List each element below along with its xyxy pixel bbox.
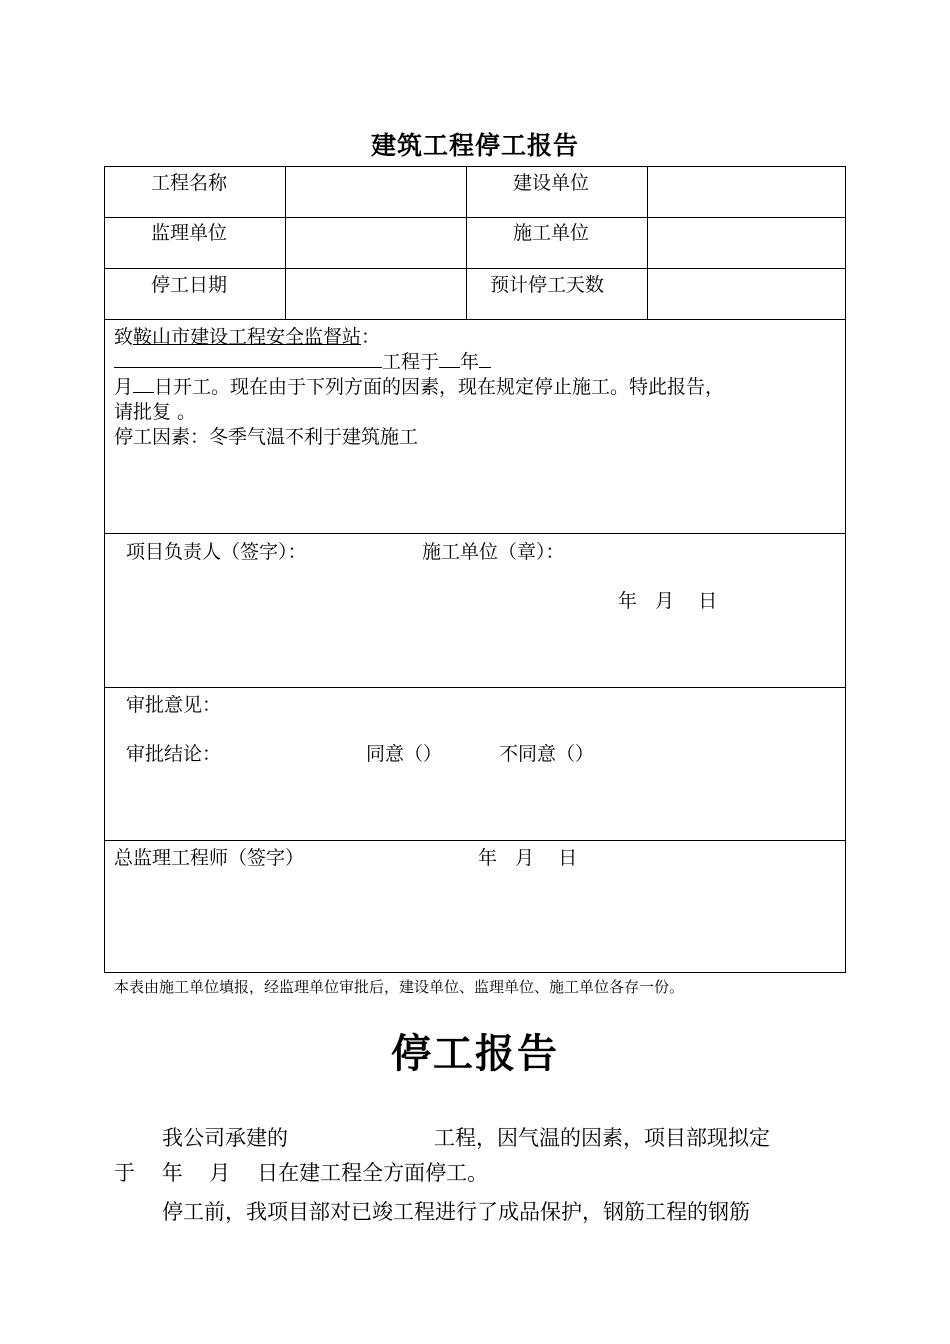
addressee-line [114, 322, 380, 349]
signature-date: 年 月 日 [618, 590, 718, 612]
disagree-option[interactable]: 不同意（） [499, 743, 595, 765]
label-owner: 建设单位 [513, 172, 590, 194]
project-manager-signature-label: 项目负责人（签字）： [126, 541, 307, 563]
row-divider [105, 840, 845, 841]
label-contractor: 施工单位 [513, 222, 590, 244]
form-footnote: 本表由施工单位填报，经监理单位审批后，建设单位、监理单位、施工单位各存一份。 [114, 978, 685, 996]
stop-reason: 停工因素：冬季气温不利于建筑施工 [114, 426, 419, 448]
form-title: 建筑工程停工报告 [370, 131, 579, 160]
row-divider [105, 319, 845, 320]
addressee-suffix: ： [361, 326, 381, 348]
request-approval-line: 请批复 。 [114, 401, 197, 423]
row-divider [105, 268, 845, 269]
row-divider [105, 533, 845, 534]
contractor-field[interactable] [649, 220, 843, 266]
start-date-text: 日开工。现在由于下列方面的因素，现在规定停止施工。特此报告， [154, 376, 725, 398]
stop-date-field[interactable] [287, 271, 465, 317]
paragraph-1-line-1-a: 我公司承建的 [162, 1126, 288, 1150]
project-line [114, 347, 491, 374]
expected-days-field[interactable] [649, 271, 843, 317]
report-title: 停工报告 [391, 1030, 559, 1077]
supervisor-field[interactable] [287, 220, 465, 266]
owner-field[interactable] [649, 169, 843, 215]
label-supervisor: 监理单位 [151, 222, 228, 244]
label-stop-date: 停工日期 [151, 274, 228, 296]
paragraph-1-line-1-b: 工程，因气温的因素，项目部现拟定 [434, 1126, 770, 1150]
contractor-seal-label: 施工单位（章）： [422, 541, 565, 563]
project-blank[interactable] [114, 348, 382, 368]
month-blank-start[interactable] [479, 348, 491, 368]
chief-engineer-date: 年 月 日 [478, 847, 578, 869]
agree-option[interactable]: 同意（） [366, 743, 443, 765]
stop-work-form-table [104, 166, 846, 973]
col-divider [466, 167, 467, 319]
label-project-name: 工程名称 [151, 172, 228, 194]
approval-opinion-label: 审批意见： [126, 694, 222, 716]
approval-conclusion-label: 审批结论： [126, 743, 222, 765]
paragraph-2-line-1: 停工前，我项目部对已竣工程进行了成品保护，钢筋工程的钢筋 [162, 1200, 750, 1224]
paragraph-1-line-2: 于 年 月 日在建工程全方面停工。 [114, 1161, 489, 1185]
year-label: 年 [460, 351, 480, 373]
year-blank[interactable] [439, 348, 460, 368]
addressee-name: 鞍山市建设工程安全监督站 [133, 326, 362, 348]
start-date-line [114, 372, 724, 399]
label-expected-days: 预计停工天数 [490, 274, 605, 296]
project-line-text: 工程于 [382, 351, 440, 373]
month-label: 月 [114, 376, 134, 398]
paragraph-1-line-1 [162, 1122, 770, 1152]
day-blank[interactable] [133, 373, 154, 393]
col-divider [285, 167, 286, 319]
col-divider [647, 167, 648, 319]
addressee-prefix: 致 [114, 326, 134, 348]
chief-engineer-signature-label: 总监理工程师（签字） [114, 847, 305, 869]
row-divider [105, 687, 845, 688]
project-name-field[interactable] [287, 169, 465, 215]
